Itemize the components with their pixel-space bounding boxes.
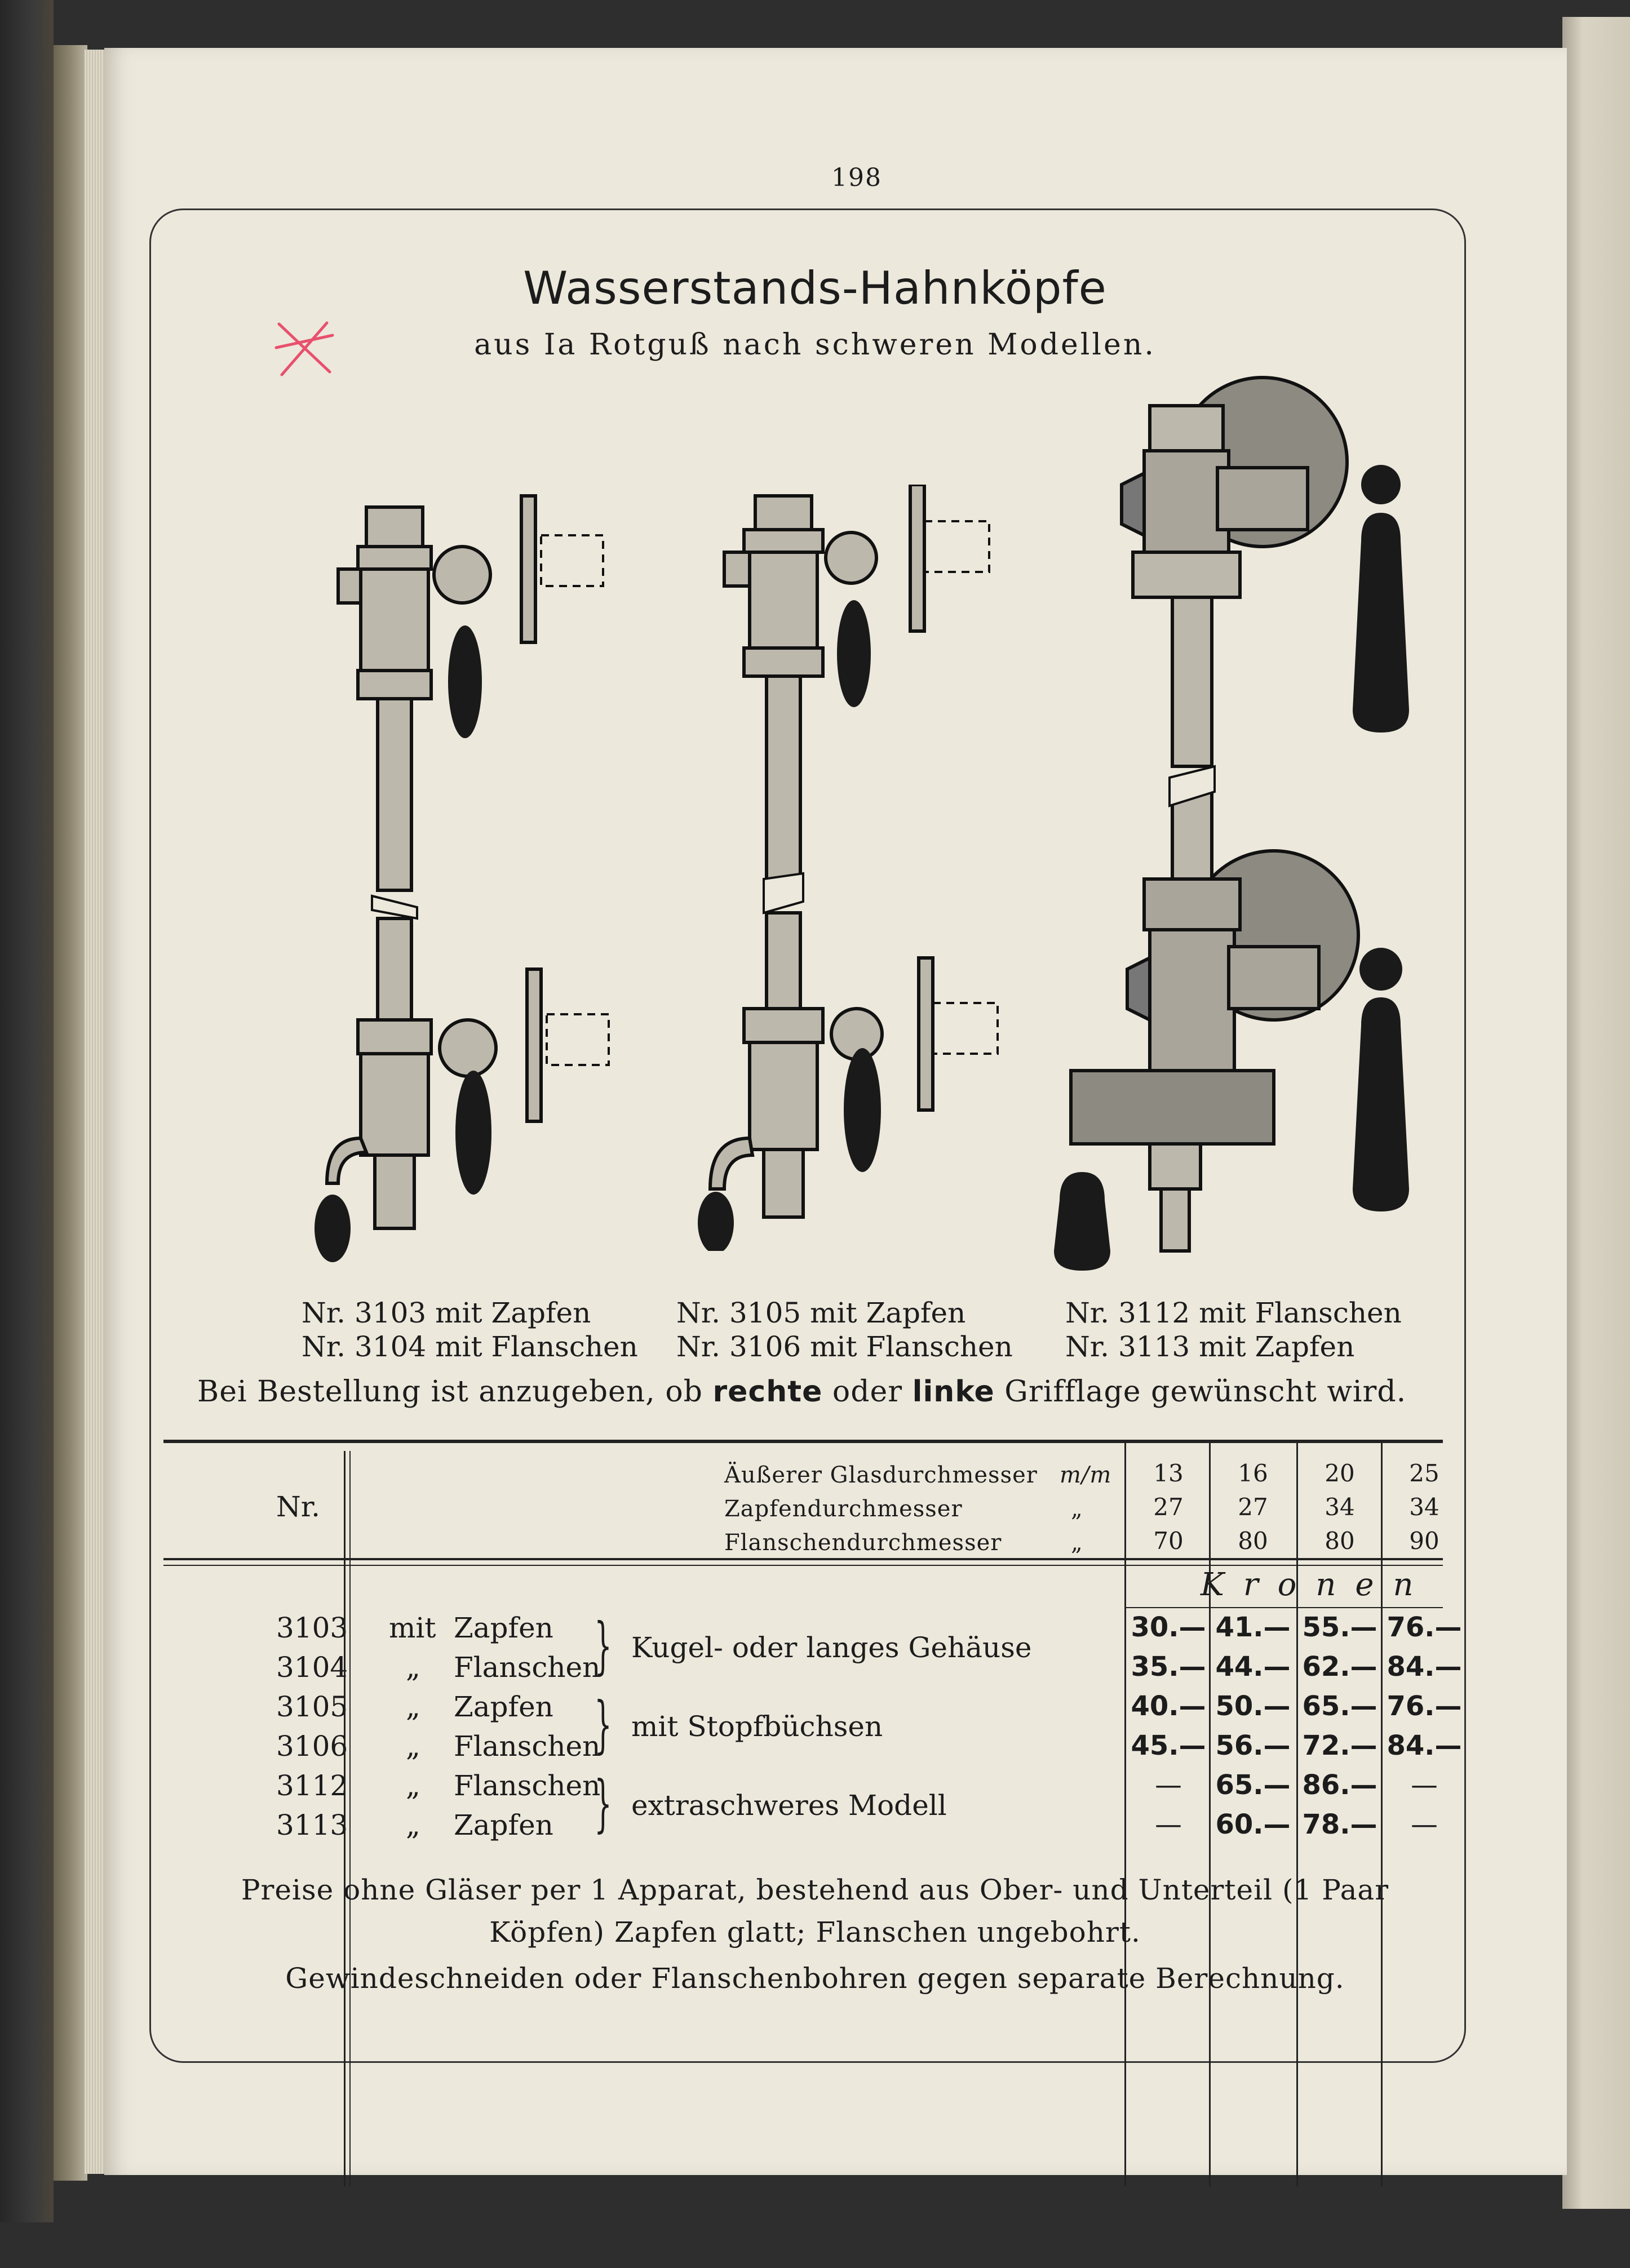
figure-caption-3 bbox=[1065, 1296, 1402, 1364]
price-cell: 65.— bbox=[1302, 1690, 1377, 1722]
currency-label: Kronen bbox=[1201, 1566, 1433, 1603]
caption-line: Nr. 3113 mit Zapfen bbox=[1065, 1330, 1355, 1363]
group-brace: } bbox=[594, 1688, 612, 1760]
ditto-prefix: „ bbox=[406, 1651, 420, 1684]
caption-line: Nr. 3106 mit Flanschen bbox=[676, 1330, 1013, 1363]
price-cell: 30.— bbox=[1131, 1612, 1206, 1643]
book-spine bbox=[54, 45, 87, 2181]
pin-diameter: 34 bbox=[1325, 1493, 1355, 1521]
spec-label: Flanschendurchmesser bbox=[724, 1530, 1002, 1556]
caption-line: Nr. 3105 mit Zapfen bbox=[676, 1297, 966, 1329]
price-cell: — bbox=[1411, 1809, 1438, 1840]
glass-diameter: 20 bbox=[1325, 1459, 1355, 1487]
price-table bbox=[163, 1440, 1462, 2268]
page-edges bbox=[85, 50, 107, 2174]
product-number: 3113 bbox=[276, 1809, 348, 1841]
footer-note-line: Köpfen) Zapfen glatt; Flanschen ungebohrt. bbox=[489, 1916, 1141, 1949]
price-cell: 72.— bbox=[1302, 1730, 1377, 1761]
glass-diameter: 13 bbox=[1153, 1459, 1184, 1487]
spec-unit: m/m bbox=[1060, 1462, 1112, 1488]
pin-diameter: 27 bbox=[1153, 1493, 1184, 1521]
product-number: 3106 bbox=[276, 1730, 348, 1763]
page-title: Wasserstands-Hahnköpfe bbox=[523, 262, 1107, 314]
table-rule bbox=[163, 1440, 1443, 1443]
connection-type: Flanschen bbox=[454, 1730, 601, 1763]
caption-line: Nr. 3112 mit Flanschen bbox=[1065, 1297, 1402, 1329]
price-cell: 76.— bbox=[1387, 1690, 1462, 1722]
page-subtitle: aus Ia Rotguß nach schweren Modellen. bbox=[474, 328, 1156, 362]
ditto-prefix: „ bbox=[406, 1769, 420, 1802]
table-divider bbox=[349, 1451, 351, 2186]
connection-type: Flanschen bbox=[454, 1651, 601, 1684]
price-cell: 78.— bbox=[1302, 1809, 1377, 1840]
caption-line: Nr. 3103 mit Zapfen bbox=[302, 1297, 591, 1329]
gauge-cock-3103-illustration bbox=[304, 490, 620, 1262]
ditto-prefix: „ bbox=[406, 1690, 420, 1723]
nr-header: Nr. bbox=[276, 1490, 321, 1523]
order-note bbox=[197, 1375, 1406, 1409]
pin-diameter: 27 bbox=[1238, 1493, 1268, 1521]
price-cell: 56.— bbox=[1215, 1730, 1291, 1761]
price-cell: — bbox=[1411, 1769, 1438, 1801]
connection-type: Flanschen bbox=[454, 1769, 601, 1802]
price-cell: 76.— bbox=[1387, 1612, 1462, 1643]
table-rule bbox=[163, 1558, 1443, 1560]
figure-caption-2 bbox=[676, 1296, 1013, 1364]
price-cell: 50.— bbox=[1215, 1690, 1291, 1722]
flange-diameter: 70 bbox=[1153, 1527, 1184, 1555]
product-number: 3104 bbox=[276, 1651, 348, 1684]
price-cell: 55.— bbox=[1302, 1612, 1377, 1643]
group-brace: } bbox=[594, 1609, 612, 1681]
spec-unit: „ bbox=[1071, 1530, 1083, 1556]
spec-label: Zapfendurchmesser bbox=[724, 1496, 963, 1522]
price-cell: 44.— bbox=[1215, 1651, 1291, 1683]
glass-diameter: 25 bbox=[1409, 1459, 1439, 1487]
table-rule bbox=[163, 1565, 1443, 1566]
pin-diameter: 34 bbox=[1409, 1493, 1439, 1521]
flange-diameter: 80 bbox=[1238, 1527, 1268, 1555]
order-note-text: oder bbox=[822, 1375, 913, 1409]
product-number: 3112 bbox=[276, 1769, 348, 1802]
group-description: Kugel- oder langes Gehäuse bbox=[631, 1631, 1032, 1664]
table-rule bbox=[1124, 1607, 1443, 1608]
flange-diameter: 80 bbox=[1325, 1527, 1355, 1555]
price-cell: 62.— bbox=[1302, 1651, 1377, 1683]
footer-note-line: Gewindeschneiden oder Flanschenbohren gegen separate Berechnung. bbox=[285, 1962, 1345, 1995]
order-note-text: Bei Bestellung ist anzugeben, ob bbox=[197, 1375, 713, 1409]
price-cell: 40.— bbox=[1131, 1690, 1206, 1722]
group-description: extraschweres Modell bbox=[631, 1789, 947, 1822]
price-cell: 45.— bbox=[1131, 1730, 1206, 1761]
price-cell: — bbox=[1155, 1769, 1182, 1801]
price-cell: — bbox=[1155, 1809, 1182, 1840]
connection-type: Zapfen bbox=[454, 1612, 553, 1644]
price-cell: 41.— bbox=[1215, 1612, 1291, 1643]
connection-type: Zapfen bbox=[454, 1809, 553, 1841]
connection-type: Zapfen bbox=[454, 1690, 553, 1723]
price-cell: 86.— bbox=[1302, 1769, 1377, 1801]
gauge-cock-3105-illustration bbox=[688, 485, 1003, 1251]
flange-diameter: 90 bbox=[1409, 1527, 1439, 1555]
price-cell: 84.— bbox=[1387, 1651, 1462, 1683]
ditto-prefix: mit bbox=[389, 1612, 436, 1644]
glass-diameter: 16 bbox=[1238, 1459, 1268, 1487]
ditto-prefix: „ bbox=[406, 1809, 420, 1841]
spec-unit: „ bbox=[1071, 1496, 1083, 1522]
figure-caption-1 bbox=[302, 1296, 638, 1364]
price-cell: 60.— bbox=[1215, 1809, 1291, 1840]
order-note-text: Grifflage gewünscht wird. bbox=[994, 1375, 1407, 1409]
product-number: 3103 bbox=[276, 1612, 348, 1644]
gauge-cock-3112-illustration bbox=[1048, 372, 1437, 1273]
price-cell: 84.— bbox=[1387, 1730, 1462, 1761]
spec-label: Äußerer Glasdurchmesser bbox=[724, 1462, 1038, 1488]
group-description: mit Stopfbüchsen bbox=[631, 1710, 883, 1743]
order-note-bold: rechte bbox=[712, 1375, 823, 1409]
footer-note-line: Preise ohne Gläser per 1 Apparat, bestehend aus Ober- und Unterteil (1 Paar bbox=[241, 1874, 1389, 1906]
caption-line: Nr. 3104 mit Flanschen bbox=[302, 1330, 638, 1363]
price-cell: 65.— bbox=[1215, 1769, 1291, 1801]
group-brace: } bbox=[594, 1767, 612, 1839]
page-number: 198 bbox=[831, 163, 882, 192]
product-number: 3105 bbox=[276, 1690, 348, 1723]
ditto-prefix: „ bbox=[406, 1730, 420, 1763]
order-note-bold: linke bbox=[912, 1375, 995, 1409]
price-cell: 35.— bbox=[1131, 1651, 1206, 1683]
pencil-cross-mark-icon bbox=[271, 313, 338, 380]
